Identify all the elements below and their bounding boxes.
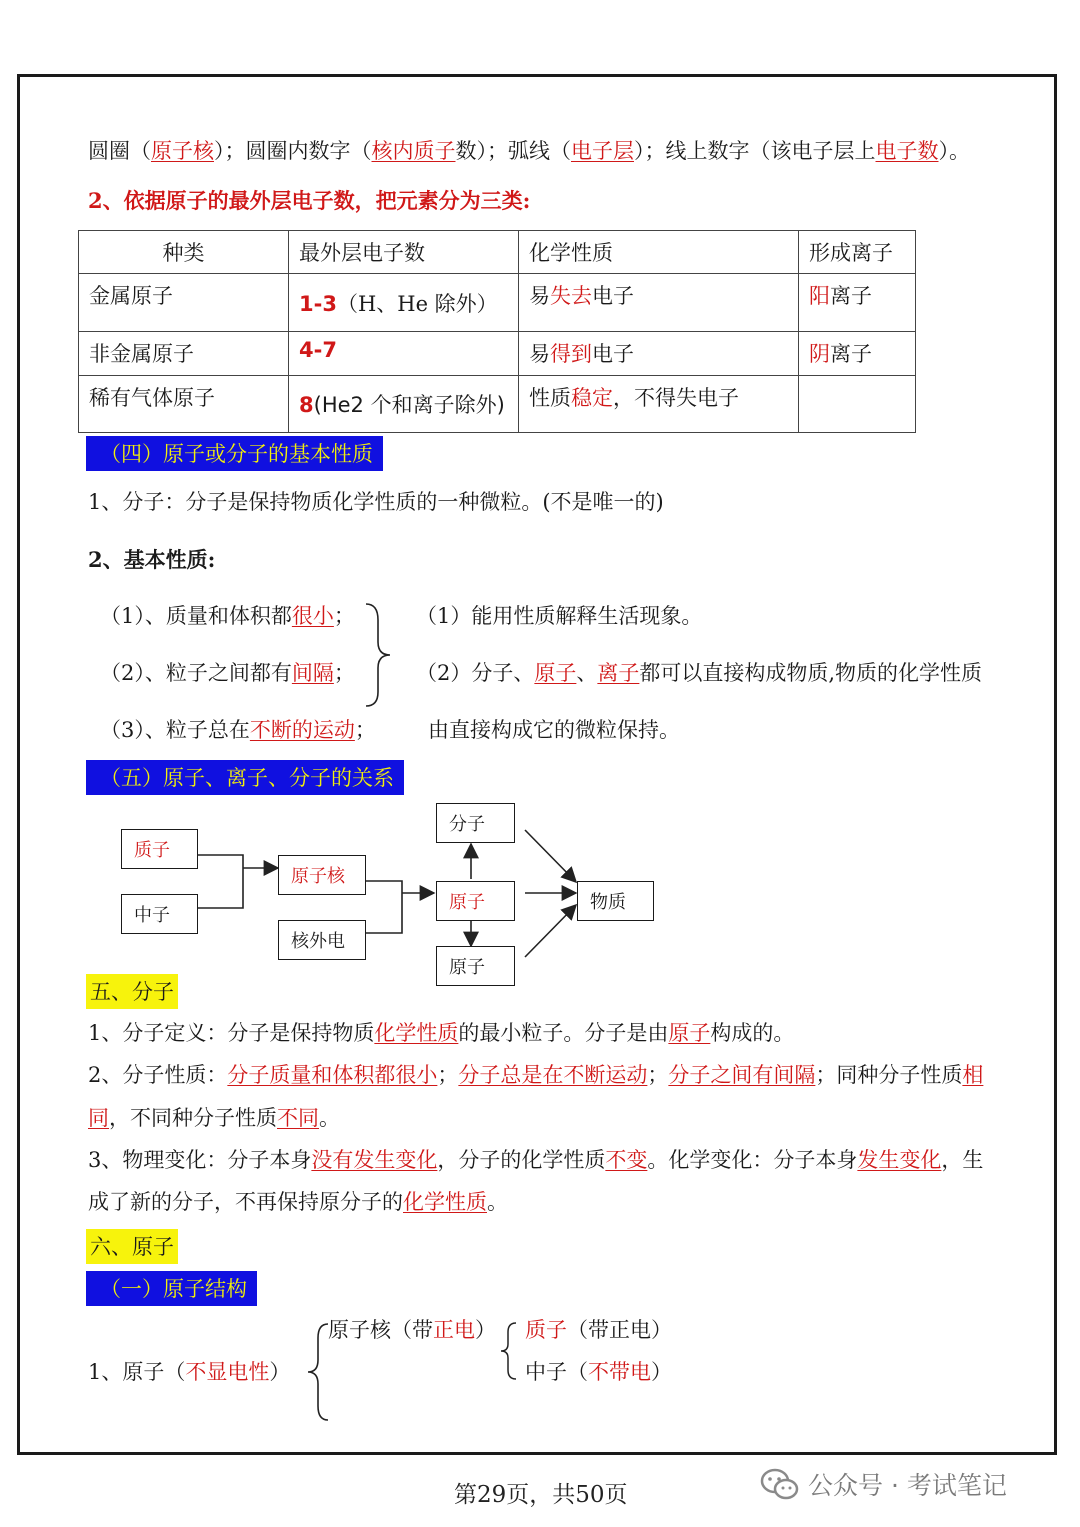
molecule-line-5: 成了新的分子，不再保持原分子的化学性质。 — [88, 1190, 508, 1214]
node-ion: 原子 — [436, 946, 515, 986]
property-1: （1）、质量和体积都很小； — [100, 604, 355, 628]
cell-kind: 稀有气体原子 — [79, 376, 289, 433]
intro-line: 圆圈（原子核）；圆圈内数字（核内质子数）；弧线（电子层）；线上数字（该电子层上电子数）。 — [88, 139, 970, 163]
watermark — [760, 1466, 1007, 1502]
molecule-line-4: 3、物理变化：分子本身没有发生变化，分子的化学性质不变。化学变化：分子本身发生变化，生 — [88, 1148, 984, 1172]
node-matter: 物质 — [577, 881, 654, 921]
watermark-text: 公众号 · 考试笔记 — [808, 1471, 1007, 1500]
arrow-ion-matter — [525, 905, 576, 957]
section-header-atom: 六、原子 — [86, 1229, 178, 1264]
nucleus-label: 原子核（带正电） — [328, 1318, 496, 1342]
node-neutron: 中子 — [121, 894, 198, 934]
node-molecule: 分子 — [436, 803, 515, 843]
page-number: 第29页，共50页 — [454, 1482, 628, 1508]
arrow-molecule-matter — [525, 830, 576, 882]
section-header-atom-structure: （一）原子结构 — [86, 1271, 257, 1306]
molecule-line-2: 2、分子性质：分子质量和体积都很小；分子总是在不断运动；分子之间有间隔；同种分子性质相 — [88, 1063, 984, 1087]
proton-label: 质子（带正电） — [525, 1318, 672, 1342]
basic-properties-title: 2、基本性质: — [88, 547, 216, 572]
header-outer-electrons: 最外层电子数 — [289, 231, 519, 274]
cell-num: 4-7 — [289, 332, 519, 376]
section-header-five: （五）原子、离子、分子的关系 — [86, 760, 404, 795]
molecule-line-1: 1、分子定义：分子是保持物质化学性质的最小粒子。分子是由原子构成的。 — [88, 1021, 795, 1045]
section-2-title: 2、依据原子的最外层电子数，把元素分为三类: — [88, 188, 531, 213]
property-2: （2）、粒子之间都有间隔； — [100, 661, 355, 685]
connector-nucleus-electron — [365, 881, 402, 933]
connector-proton-neutron — [197, 855, 243, 908]
property-3: （3）、粒子总在不断的运动； — [100, 718, 376, 742]
header-chem-prop: 化学性质 — [519, 231, 799, 274]
atom-label: 1、原子（不显电性） — [88, 1360, 291, 1384]
cell-ion: 阴离子 — [799, 332, 916, 376]
node-proton: 质子 — [121, 829, 198, 869]
cell-prop: 易失去电子 — [519, 274, 799, 332]
cell-kind: 非金属原子 — [79, 332, 289, 376]
wechat-icon — [760, 1467, 800, 1501]
cell-prop: 性质稳定，不得失电子 — [519, 376, 799, 433]
section-header-four: （四）原子或分子的基本性质 — [86, 436, 383, 471]
cell-num: 8(He2 个和离子除外) — [289, 376, 519, 433]
cell-ion: 阳离子 — [799, 274, 916, 332]
neutron-label: 中子（不带电） — [525, 1360, 672, 1384]
small-brace-icon — [498, 1320, 522, 1382]
usage-3: 由直接构成它的微粒保持。 — [428, 718, 680, 742]
cell-kind: 金属原子 — [79, 274, 289, 332]
node-nucleus: 原子核 — [278, 855, 366, 895]
section-header-molecule: 五、分子 — [86, 974, 178, 1009]
molecule-line-3: 同，不同种分子性质不同。 — [88, 1106, 340, 1130]
header-ion: 形成离子 — [799, 231, 916, 274]
molecule-definition: 1、分子：分子是保持物质化学性质的一种微粒。(不是唯一的) — [88, 490, 664, 514]
usage-1: （1）能用性质解释生活现象。 — [416, 604, 703, 628]
usage-2: （2）分子、原子、离子都可以直接构成物质,物质的化学性质 — [416, 661, 983, 685]
header-kind: 种类 — [79, 231, 289, 274]
node-outer-electron: 核外电 — [278, 920, 366, 960]
cell-num: 1-3（H、He 除外） — [289, 274, 519, 332]
node-atom: 原子 — [436, 881, 515, 921]
cell-prop: 易得到电子 — [519, 332, 799, 376]
